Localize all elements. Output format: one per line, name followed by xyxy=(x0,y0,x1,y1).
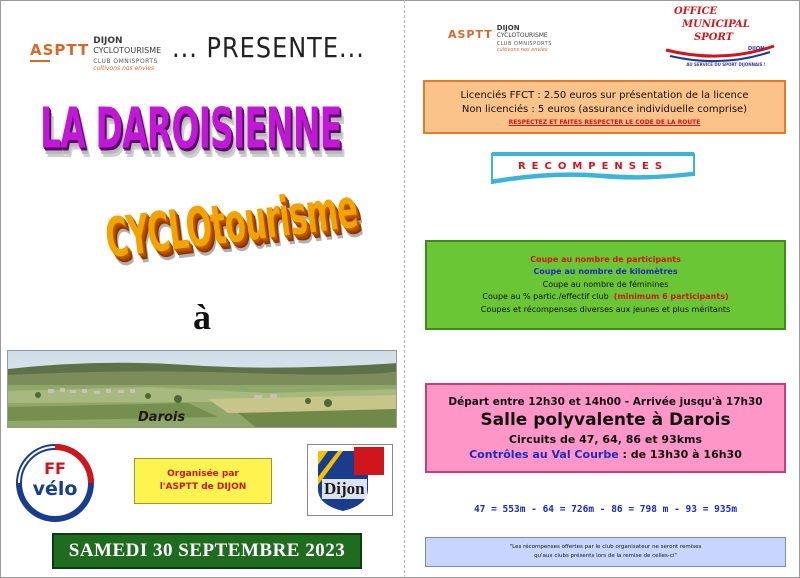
recompenses-note xyxy=(425,537,786,567)
recompenses-banner xyxy=(490,151,696,185)
coupe-effectif-club xyxy=(482,291,728,304)
coupes-box xyxy=(425,240,786,330)
note-line1: "Les récompenses offertes par le club organisateur ne seront remises xyxy=(509,544,702,550)
licence-non-licencie-price: Non licenciés : 5 euros (assurance individuelle comprise) xyxy=(461,103,748,115)
coupe-kilometres: Coupe au nombre de kilomètres xyxy=(533,267,678,277)
landscape-illustration xyxy=(8,351,397,428)
organisee-box xyxy=(134,458,272,504)
organisee-line1: Organisée par xyxy=(167,469,239,479)
coupe-participants: Coupe au nombre de participants xyxy=(530,254,681,264)
asptt-logo-line2: CYCLOTOURISME xyxy=(93,46,162,55)
circuit-altitudes: 47 = 553m - 64 = 726m - 86 = 798 m - 93 = 935m xyxy=(473,504,738,515)
coupe-feminines: Coupe au nombre de féminines xyxy=(542,279,669,289)
depart-controles xyxy=(469,447,742,462)
licence-pricing-box xyxy=(423,80,786,134)
oms-title-line2: MUNICIPAL xyxy=(682,19,750,30)
asptt-logo-word: ASPTT xyxy=(30,41,90,59)
presente-heading: ... PRESENTE... xyxy=(172,31,365,65)
code-route-warning: RESPECTEZ ET FAITES RESPECTER LE CODE DE LA ROUTE xyxy=(508,118,701,126)
oms-title-line1: OFFICE xyxy=(674,6,718,17)
depart-info-box xyxy=(425,383,786,473)
coupe-jeunes: Coupes et récompenses diverses aux jeunes et plus méritants xyxy=(480,304,731,314)
asptt-logo-line2: CYCLOTOURISME xyxy=(496,32,548,39)
ffvelo-ff: FF xyxy=(44,459,66,478)
asptt-logo-line3: CLUB OMNISPORTS xyxy=(93,58,158,65)
event-subtitle: CYCLOtourisme xyxy=(102,177,361,272)
oms-tagline: AU SERVICE DU SPORT DIJONNAIS ! xyxy=(686,62,766,67)
controles-location: Contrôles au Val Courbe xyxy=(469,447,619,461)
dijon-logo-label: Dijon xyxy=(324,479,365,498)
ffvelo-velo: vélo xyxy=(32,478,78,500)
event-title: LA DAROISIENNE xyxy=(40,98,342,162)
preposition-a: à xyxy=(193,297,211,337)
oms-city: DIJON xyxy=(748,46,765,52)
oms-logo xyxy=(662,6,778,70)
asptt-logo-text xyxy=(93,36,161,72)
depart-location: Salle polyvalente à Darois xyxy=(480,409,731,430)
depart-times: Départ entre 12h30 et 14h00 - Arrivée jusqu'à 17h30 xyxy=(448,395,763,408)
organisee-line2: l'ASPTT de DIJON xyxy=(159,482,247,492)
landscape-photo xyxy=(7,350,397,428)
asptt-logo-line4: cultivons nos envies xyxy=(93,65,155,72)
ffvelo-logo xyxy=(10,444,100,522)
photo-caption: Darois xyxy=(138,410,186,425)
event-date-banner: SAMEDI 30 SEPTEMBRE 2023 xyxy=(52,533,362,569)
licence-ffct-price: Licenciés FFCT : 2.50 euros sur présentation de la licence xyxy=(460,89,749,101)
oms-title-line3: SPORT xyxy=(694,32,734,43)
controles-hours: : de 13h30 à 16h30 xyxy=(618,447,742,461)
asptt-logo-line3: CLUB OMNISPORTS xyxy=(496,41,552,47)
coupe-effectif-minimum: (minimum 6 participants) xyxy=(613,292,729,302)
asptt-logo-word: ASPTT xyxy=(448,28,493,41)
fold-line xyxy=(404,0,405,578)
recompenses-label: RECOMPENSES xyxy=(517,161,669,172)
asptt-logo-left xyxy=(30,36,161,72)
asptt-logo-line1: DIJON xyxy=(93,36,123,46)
asptt-logo-line1: DIJON xyxy=(496,24,520,32)
asptt-logo-line4: cultivons nos envies xyxy=(496,47,548,53)
depart-circuits: Circuits de 47, 64, 86 et 93kms xyxy=(508,432,703,446)
note-line2: qu'aux clubs présents lors de la remise de celles-ci" xyxy=(534,553,677,559)
dijon-city-logo xyxy=(307,444,393,516)
asptt-logo-text xyxy=(497,24,552,53)
asptt-logo-right xyxy=(448,24,552,53)
coupe-effectif-main: Coupe au % partic./effectif club xyxy=(482,292,609,302)
asptt-logo-underline xyxy=(30,60,50,62)
